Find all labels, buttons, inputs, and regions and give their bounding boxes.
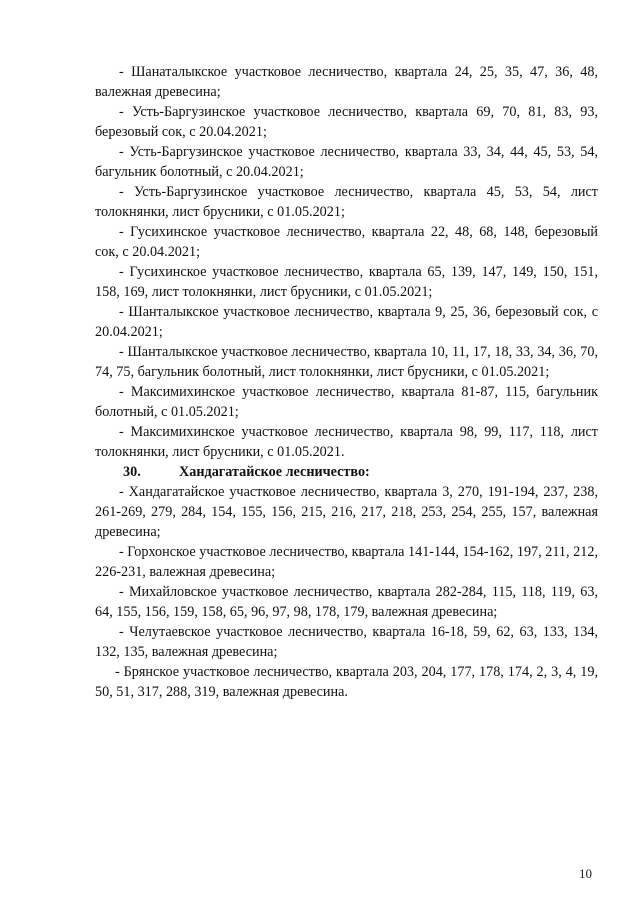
paragraph-ust-barguzin-1: - Усть-Баргузинское участковое лесничество, квартала 69, 70, 81, 83, 93, березовый сок, с 20.04.2021; bbox=[95, 104, 598, 140]
paragraph-shanatalyk-1: - Шанаталыкское участковое лесничество, квартала 24, 25, 35, 47, 36, 48, валежная древесина; bbox=[95, 64, 598, 100]
section-title: Хандагатайское лесничество: bbox=[179, 464, 370, 480]
section-heading bbox=[95, 462, 598, 482]
paragraph-maksimikhin-2: - Максимихинское участковое лесничество, квартала 98, 99, 117, 118, лист толокнянки, лист брусники, с 01.05.2021. bbox=[95, 424, 598, 460]
paragraph-mikhailov: - Михайловское участковое лесничество, квартала 282-284, 115, 118, 119, 63, 64, 155, 156, 159, 158, 65, 96, 97, 98, 178, 179, валежная древесина; bbox=[95, 584, 598, 620]
paragraph-gusikhin-1: - Гусихинское участковое лесничество, квартала 22, 48, 68, 148, березовый сок, с 20.04.2021; bbox=[95, 224, 598, 260]
paragraph-gusikhin-2: - Гусихинское участковое лесничество, квартала 65, 139, 147, 149, 150, 151, 158, 169, лист толокнянки, лист брусники, с 01.05.2021; bbox=[95, 264, 598, 300]
paragraph-shantalyk-2: - Шанталыкское участковое лесничество, квартала 10, 11, 17, 18, 33, 34, 36, 70, 74, 75, багульник болотный, лист толокнянки, лист брусники, с 01.05.2021; bbox=[95, 344, 598, 380]
paragraph-khandagatai: - Хандагатайское участковое лесничество, квартала 3, 270, 191-194, 237, 238, 261-269, 279, 284, 154, 155, 156, 215, 216, 217, 218, 253, 254, 255, 157, валежная древесина; bbox=[95, 484, 598, 540]
document-body bbox=[95, 62, 598, 702]
paragraph-chelutaev: - Челутаевское участковое лесничество, квартала 16-18, 59, 62, 63, 133, 134, 132, 135, валежная древесина; bbox=[95, 624, 598, 660]
paragraph-gorkhon: - Горхонское участковое лесничество, квартала 141-144, 154-162, 197, 211, 212, 226-231, валежная древесина; bbox=[95, 544, 598, 580]
paragraph-ust-barguzin-2: - Усть-Баргузинское участковое лесничество, квартала 33, 34, 44, 45, 53, 54, багульник болотный, с 20.04.2021; bbox=[95, 144, 598, 180]
section-number: 30. bbox=[123, 464, 141, 480]
paragraph-ust-barguzin-3: - Усть-Баргузинское участковое лесничество, квартала 45, 53, 54, лист толокнянки, лист брусники, с 01.05.2021; bbox=[95, 184, 598, 220]
page-number: 10 bbox=[579, 866, 592, 881]
paragraph-bryansk: - Брянское участковое лесничество, квартала 203, 204, 177, 178, 174, 2, 3, 4, 19, 50, 51, 317, 288, 319, валежная древесина. bbox=[95, 664, 598, 700]
paragraph-maksimikhin-1: - Максимихинское участковое лесничество, квартала 81-87, 115, багульник болотный, с 01.05.2021; bbox=[95, 384, 598, 420]
paragraph-shantalyk-1: - Шанталыкское участковое лесничество, квартала 9, 25, 36, березовый сок, с 20.04.2021; bbox=[95, 304, 598, 340]
